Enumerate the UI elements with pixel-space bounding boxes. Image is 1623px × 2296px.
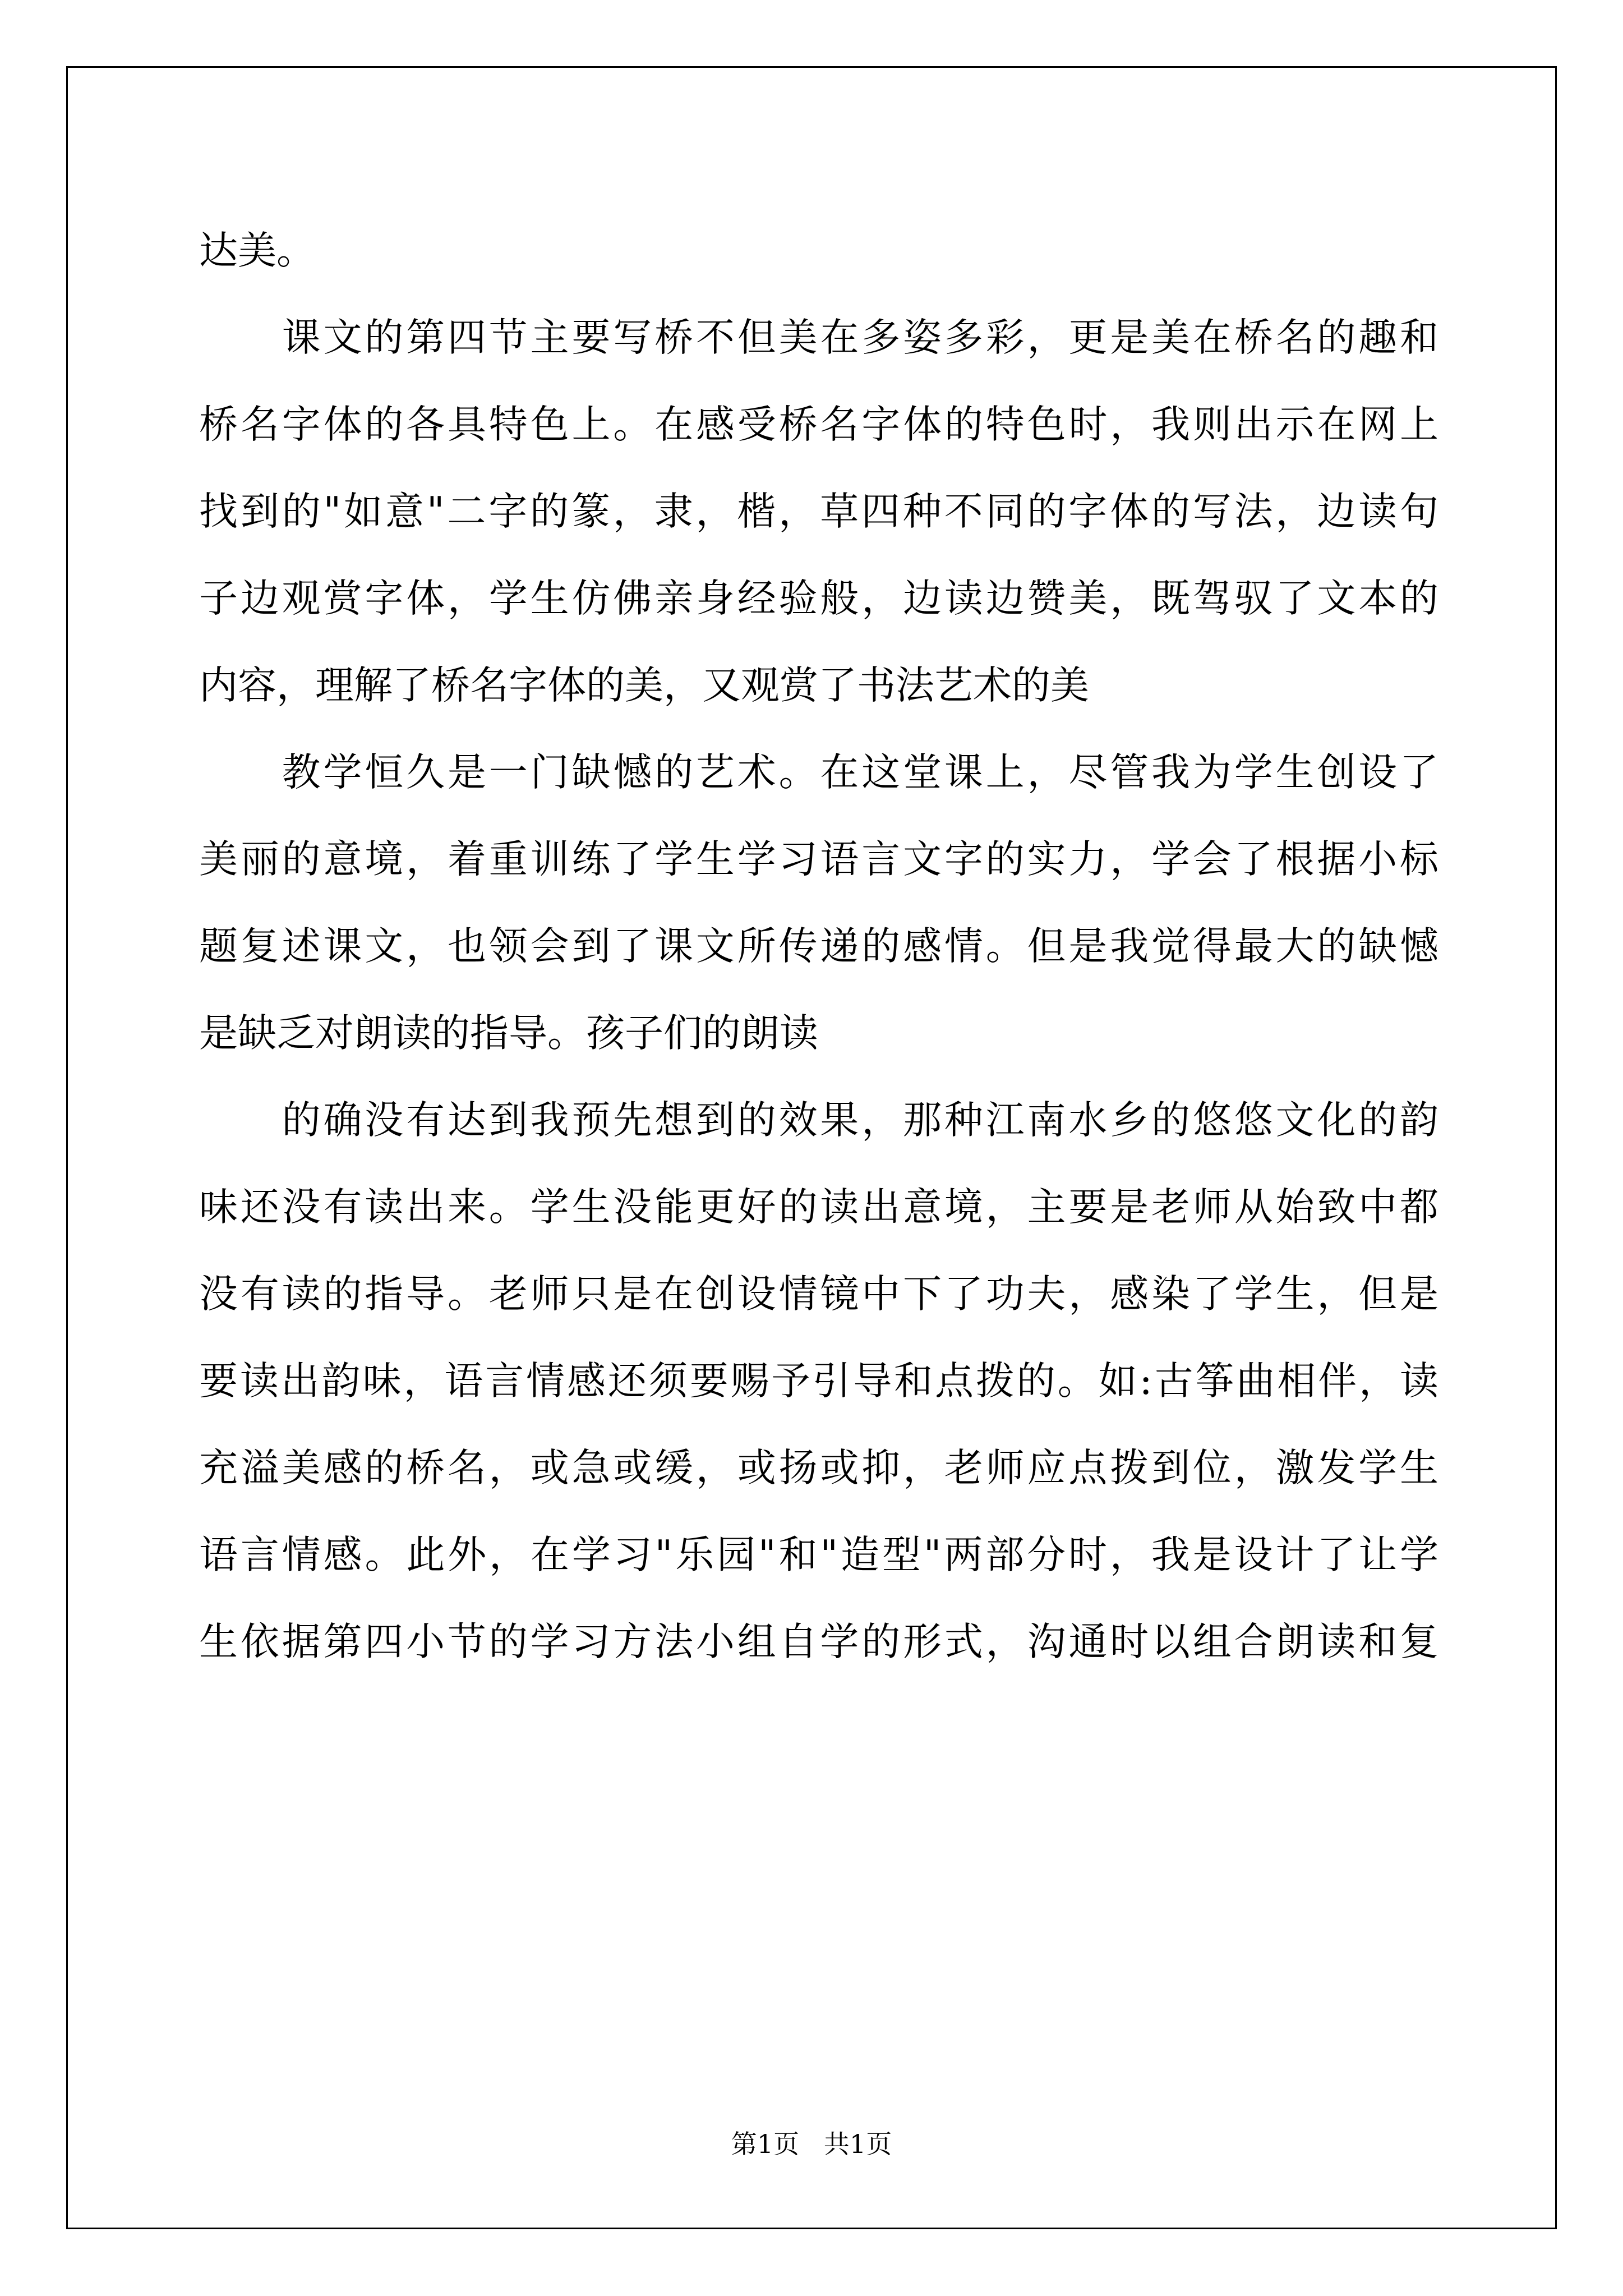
text-line: 课文的第四节主要写桥不但美在多姿多彩，更是美在桥名的趣和 bbox=[199, 315, 1438, 360]
text-line: 要读出韵味，语言情感还须要赐予引导和点拨的。如:古筝曲相伴，读 bbox=[199, 1359, 1438, 1404]
text-line: 生依据第四小节的学习方法小组自学的形式，沟通时以组合朗读和复 bbox=[199, 1619, 1438, 1664]
text-line: 的确没有达到我预先想到的效果，那种江南水乡的悠悠文化的韵 bbox=[199, 1098, 1438, 1143]
text-line: 内容，理解了桥名字体的美，又观赏了书法艺术的美 bbox=[199, 663, 1089, 708]
text-line: 美丽的意境，着重训练了学生学习语言文字的实力，学会了根据小标 bbox=[199, 837, 1438, 882]
text-line: 没有读的指导。老师只是在创设情镜中下了功夫，感染了学生，但是 bbox=[199, 1272, 1438, 1317]
text-line: 达美。 bbox=[199, 228, 315, 273]
text-line: 味还没有读出来。学生没能更好的读出意境，主要是老师从始致中都 bbox=[199, 1185, 1438, 1230]
text-line: 教学恒久是一门缺憾的艺术。在这堂课上，尽管我为学生创设了 bbox=[199, 750, 1438, 795]
text-line: 找到的"如意"二字的篆，隶，楷，草四种不同的字体的写法，边读句 bbox=[199, 489, 1438, 534]
text-line: 桥名字体的各具特色上。在感受桥名字体的特色时，我则出示在网上 bbox=[199, 402, 1438, 447]
text-line: 是缺乏对朗读的指导。孩子们的朗读 bbox=[199, 1011, 818, 1056]
text-line: 题复述课文，也领会到了课文所传递的感情。但是我觉得最大的缺憾 bbox=[199, 924, 1438, 969]
document-body bbox=[199, 208, 1438, 1686]
text-line: 语言情感。此外，在学习"乐园"和"造型"两部分时，我是设计了让学 bbox=[199, 1533, 1438, 1577]
text-line: 充溢美感的桥名，或急或缓，或扬或抑，老师应点拨到位，激发学生 bbox=[199, 1446, 1438, 1490]
page-footer: 第1页 共1页 bbox=[731, 2129, 892, 2159]
text-line: 子边观赏字体，学生仿佛亲身经验般，边读边赞美，既驾驭了文本的 bbox=[199, 576, 1438, 621]
